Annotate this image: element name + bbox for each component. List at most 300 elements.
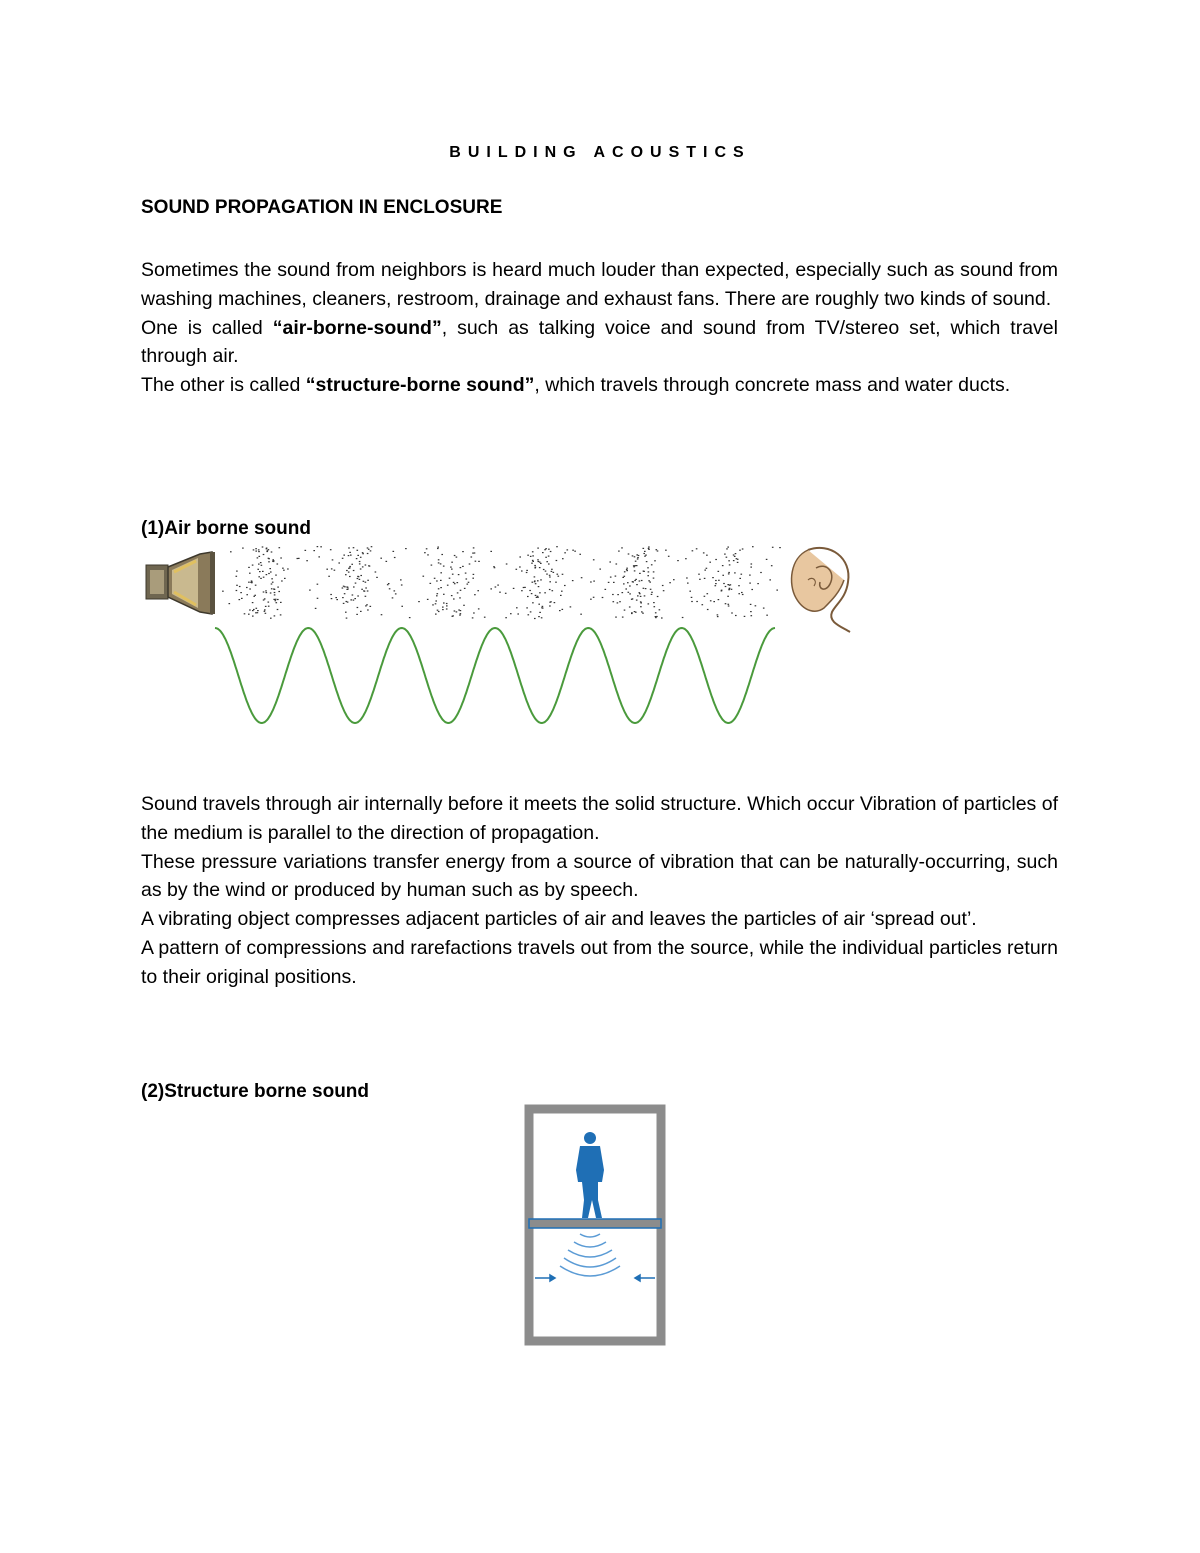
air-particle xyxy=(610,577,612,578)
air-particle xyxy=(769,579,771,580)
air-particle xyxy=(277,599,279,600)
air-particle xyxy=(757,583,759,584)
intro-p3-text: The other is called xyxy=(141,374,306,397)
air-particle xyxy=(579,554,581,555)
air-particle xyxy=(590,599,592,600)
air-particle xyxy=(523,587,525,588)
air-particle xyxy=(334,570,336,571)
air-particle xyxy=(535,583,537,584)
air-particle xyxy=(539,612,541,613)
air-particle xyxy=(360,557,362,558)
air-particle xyxy=(763,608,765,609)
air-particle xyxy=(313,550,315,551)
air-particle xyxy=(513,588,515,589)
air-particle xyxy=(540,563,542,564)
air-particle xyxy=(727,547,729,548)
air-particle xyxy=(645,588,647,589)
air-particle xyxy=(346,589,348,590)
air-particle xyxy=(544,592,546,593)
air-particle xyxy=(350,599,352,600)
air-particle xyxy=(446,608,448,609)
air-particle xyxy=(538,616,540,617)
air-particle xyxy=(729,588,731,589)
air-particle xyxy=(713,601,715,602)
air-particle xyxy=(696,548,698,549)
air-particle xyxy=(338,562,340,563)
sound-wave xyxy=(215,628,775,723)
air-particle xyxy=(751,563,753,564)
air-particle xyxy=(239,599,241,600)
air-particle xyxy=(558,576,560,577)
air-particle xyxy=(772,547,774,548)
air-particle xyxy=(728,604,730,605)
air-particle xyxy=(776,590,778,591)
air-particle xyxy=(715,559,717,560)
ear-icon xyxy=(792,548,850,632)
air-particle xyxy=(345,612,347,613)
air-particle xyxy=(359,579,361,580)
air-particle xyxy=(271,583,273,584)
air-particle xyxy=(357,595,359,596)
air-particle xyxy=(729,564,731,565)
air-particle xyxy=(457,592,459,593)
air-particle xyxy=(627,582,629,583)
air-particle xyxy=(253,609,255,610)
air-particle xyxy=(707,593,709,594)
air-particle xyxy=(255,612,257,613)
air-particle xyxy=(725,586,727,587)
air-particle xyxy=(256,608,258,609)
air-particle xyxy=(436,580,438,581)
structure-borne-term: “structure-borne sound” xyxy=(305,374,535,397)
air-particle xyxy=(460,613,462,614)
air-particle xyxy=(724,554,726,555)
air-particle xyxy=(549,575,551,576)
air-particle xyxy=(691,597,693,598)
air-particle xyxy=(427,599,429,600)
intro-paragraph-3 xyxy=(141,371,1058,400)
air-particle xyxy=(733,560,735,561)
air-particle xyxy=(643,548,645,549)
air-particle xyxy=(253,549,255,550)
air-particle xyxy=(248,582,250,583)
air-particle xyxy=(617,602,619,603)
air-particle xyxy=(654,560,656,561)
air-particle xyxy=(537,548,539,549)
air-particle xyxy=(262,546,264,547)
air-particle xyxy=(435,600,437,601)
air-particle xyxy=(264,611,266,612)
vibration-waves xyxy=(560,1234,620,1276)
air-particle xyxy=(267,550,269,551)
air-particle xyxy=(268,558,270,559)
air-particle xyxy=(545,557,547,558)
air-particle xyxy=(662,585,664,586)
air-particle xyxy=(621,547,623,548)
air-particle xyxy=(689,591,691,592)
air-particle xyxy=(279,547,281,548)
air-particle xyxy=(641,611,643,612)
air-particle xyxy=(251,582,253,583)
air-particle xyxy=(643,588,645,589)
air-particle xyxy=(490,588,492,589)
air-particle xyxy=(526,572,528,573)
air-particle xyxy=(436,595,438,596)
air-particle xyxy=(260,578,262,579)
air-particle xyxy=(282,568,284,569)
air-particle xyxy=(530,611,532,612)
air-particle xyxy=(344,593,346,594)
air-particle xyxy=(460,567,462,568)
air-particle xyxy=(550,551,552,552)
air-particle xyxy=(537,597,539,598)
air-particle xyxy=(259,556,261,557)
air-particle xyxy=(629,585,631,586)
air-particle xyxy=(426,548,428,549)
air-particle xyxy=(538,604,540,605)
air-particle xyxy=(651,594,653,595)
air-particle xyxy=(434,578,436,579)
air-particle xyxy=(542,608,544,609)
air-particle xyxy=(401,584,403,585)
air-particle xyxy=(750,611,752,612)
air-particle xyxy=(263,599,265,600)
air-particle xyxy=(443,594,445,595)
air-particle xyxy=(271,551,273,552)
air-particle xyxy=(737,562,739,563)
air-particle xyxy=(581,577,583,578)
air-particle xyxy=(240,592,242,593)
air-particle xyxy=(440,563,442,564)
air-particle xyxy=(718,571,720,572)
airborne-paragraph-2: These pressure variations transfer energy from a source of vibration that can be naturally-occurring, such as by the wind or produced by human such as by speech. xyxy=(141,850,1058,902)
air-particle xyxy=(647,567,649,568)
air-particle xyxy=(272,582,274,583)
air-particle xyxy=(718,580,720,581)
air-particle xyxy=(532,551,534,552)
air-particle xyxy=(388,583,390,584)
air-particle xyxy=(280,614,282,615)
air-particle xyxy=(346,570,348,571)
air-particle xyxy=(246,594,248,595)
air-particle xyxy=(722,565,724,566)
air-particle xyxy=(274,594,276,595)
air-particle xyxy=(343,555,345,556)
air-particle xyxy=(647,575,649,576)
air-particle xyxy=(361,589,363,590)
air-particle xyxy=(599,569,601,570)
air-particle xyxy=(548,556,550,557)
air-particle xyxy=(698,574,700,575)
air-particle xyxy=(766,559,768,560)
air-particle xyxy=(242,548,244,549)
air-particle xyxy=(506,563,508,564)
air-particle xyxy=(534,565,536,566)
air-particle xyxy=(270,571,272,572)
air-particle xyxy=(648,580,650,581)
air-particle xyxy=(546,561,548,562)
air-particle xyxy=(572,550,574,551)
air-particle xyxy=(357,576,359,577)
air-particle xyxy=(643,571,645,572)
air-particle xyxy=(335,597,337,598)
air-particle xyxy=(751,615,753,616)
air-particle xyxy=(560,595,562,596)
air-particle xyxy=(270,592,272,593)
air-particle xyxy=(534,618,536,619)
air-particle xyxy=(393,551,395,552)
air-particle xyxy=(657,550,659,551)
air-particle xyxy=(241,598,243,599)
section-heading: SOUND PROPAGATION IN ENCLOSURE xyxy=(141,197,503,218)
air-particle xyxy=(548,563,550,564)
air-particle xyxy=(739,550,741,551)
air-particle xyxy=(532,602,534,603)
air-particle xyxy=(248,567,250,568)
air-particle xyxy=(541,617,543,618)
air-particle xyxy=(387,584,389,585)
air-particle xyxy=(454,610,456,611)
air-particle xyxy=(549,602,551,603)
air-particle xyxy=(435,603,437,604)
air-particle xyxy=(366,604,368,605)
air-particle xyxy=(268,606,270,607)
air-particle xyxy=(510,613,512,614)
air-particle xyxy=(779,547,781,548)
air-particle xyxy=(656,616,658,617)
air-particle xyxy=(619,601,621,602)
air-particle xyxy=(473,574,475,575)
airborne-sound-figure xyxy=(140,540,860,730)
air-particle xyxy=(365,582,367,583)
air-particle xyxy=(342,597,344,598)
air-particle xyxy=(527,596,529,597)
air-particle xyxy=(629,606,631,607)
air-particle xyxy=(353,547,355,548)
air-particle xyxy=(456,611,458,612)
air-particle xyxy=(534,576,536,577)
air-particle xyxy=(537,559,539,560)
air-particle xyxy=(717,616,719,617)
air-particle xyxy=(650,589,652,590)
air-particle xyxy=(392,597,394,598)
air-particle xyxy=(469,563,471,564)
air-particle xyxy=(559,610,561,611)
air-particle xyxy=(639,580,641,581)
air-particle xyxy=(474,552,476,553)
air-particle xyxy=(731,589,733,590)
air-particle xyxy=(244,613,246,614)
air-particle xyxy=(357,550,359,551)
air-particle xyxy=(255,585,257,586)
air-particle xyxy=(466,578,468,579)
air-particle xyxy=(644,551,646,552)
air-particle xyxy=(635,579,637,580)
air-particle xyxy=(749,583,751,584)
air-particle xyxy=(635,561,637,562)
air-particle xyxy=(423,576,425,577)
air-particle xyxy=(277,563,279,564)
air-particle xyxy=(453,582,455,583)
air-particle xyxy=(454,583,456,584)
air-particle xyxy=(564,585,566,586)
airborne-heading: (1)Air borne sound xyxy=(141,518,311,539)
air-particle xyxy=(733,554,735,555)
airborne-paragraphs xyxy=(141,790,1058,992)
air-particle xyxy=(653,602,655,603)
air-particle xyxy=(438,559,440,560)
air-particle xyxy=(521,590,523,591)
air-particle xyxy=(443,566,445,567)
air-particle xyxy=(633,566,635,567)
air-particle xyxy=(357,578,359,579)
air-particle xyxy=(532,560,534,561)
air-particle xyxy=(535,567,537,568)
air-particle xyxy=(365,596,367,597)
air-particle xyxy=(551,571,553,572)
air-particle xyxy=(330,549,332,550)
air-particle xyxy=(741,592,743,593)
air-particle xyxy=(622,577,624,578)
air-particle xyxy=(631,599,633,600)
air-particle xyxy=(771,565,773,566)
air-particle xyxy=(320,546,322,547)
air-particle xyxy=(613,601,615,602)
air-particle xyxy=(734,572,736,573)
air-particle xyxy=(702,604,704,605)
person-walking-icon xyxy=(576,1132,604,1218)
air-particle xyxy=(617,594,619,595)
air-particle xyxy=(367,580,369,581)
air-particle xyxy=(380,558,382,559)
air-particle xyxy=(726,548,728,549)
air-particle xyxy=(440,587,442,588)
air-particle xyxy=(561,591,563,592)
air-particle xyxy=(353,586,355,587)
air-particle xyxy=(750,567,752,568)
air-particle xyxy=(451,595,453,596)
air-particle xyxy=(326,569,328,570)
air-particle xyxy=(462,551,464,552)
air-particle xyxy=(634,580,636,581)
air-particle xyxy=(332,559,334,560)
air-particle xyxy=(427,554,429,555)
air-particle xyxy=(728,560,730,561)
air-particle xyxy=(386,561,388,562)
air-particle xyxy=(330,594,332,595)
air-particle xyxy=(562,609,564,610)
airborne-paragraph-1: Sound travels through air internally before it meets the solid structure. Which occur Vibration of particles of the medium is parallel to the direction of propagation. xyxy=(141,793,1058,844)
air-particle xyxy=(636,565,638,566)
air-particle xyxy=(349,576,351,577)
air-particle xyxy=(677,560,679,561)
air-particle xyxy=(723,583,725,584)
air-particle xyxy=(265,613,267,614)
air-particle xyxy=(742,548,744,549)
air-particle xyxy=(287,568,289,569)
air-particle xyxy=(454,555,456,556)
air-particle xyxy=(367,609,369,610)
air-particle xyxy=(442,607,444,608)
air-particle xyxy=(686,577,688,578)
air-particle xyxy=(741,574,743,575)
air-particle xyxy=(456,557,458,558)
air-particle xyxy=(516,569,518,570)
air-particle xyxy=(252,565,254,566)
air-particle xyxy=(394,590,396,591)
air-particle xyxy=(644,595,646,596)
air-particle xyxy=(268,602,270,603)
air-particle xyxy=(400,579,402,580)
air-particle xyxy=(280,602,282,603)
air-particle xyxy=(447,585,449,586)
air-particle xyxy=(362,566,364,567)
air-particle xyxy=(632,581,634,582)
air-particle xyxy=(519,556,521,557)
air-particle xyxy=(668,556,670,557)
air-particle xyxy=(440,572,442,573)
air-particle xyxy=(376,577,378,578)
air-particle xyxy=(356,614,358,615)
air-particle xyxy=(275,599,277,600)
air-particle xyxy=(527,555,529,556)
air-particle xyxy=(634,570,636,571)
air-particle xyxy=(593,559,595,560)
air-particle xyxy=(473,612,475,613)
air-particle xyxy=(638,555,640,556)
air-particle xyxy=(655,617,657,618)
air-particle xyxy=(648,549,650,550)
air-particle xyxy=(431,565,433,566)
air-particle xyxy=(636,600,638,601)
air-particle xyxy=(721,590,723,591)
air-particle xyxy=(725,603,727,604)
air-particle xyxy=(602,597,604,598)
air-particle xyxy=(752,546,754,547)
air-particle xyxy=(626,570,628,571)
air-particle xyxy=(624,571,626,572)
air-particle xyxy=(543,569,545,570)
air-particle xyxy=(443,602,445,603)
air-particle xyxy=(394,557,396,558)
intro-paragraphs xyxy=(141,256,1058,400)
air-particle xyxy=(284,578,286,579)
air-particle xyxy=(706,568,708,569)
air-particle xyxy=(364,591,366,592)
air-particle xyxy=(744,616,746,617)
air-particle xyxy=(266,592,268,593)
airborne-paragraph-3: A vibrating object compresses adjacent particles of air and leaves the particles of air ‘spread out’. xyxy=(141,908,977,931)
air-particle xyxy=(556,546,558,547)
air-particle xyxy=(346,586,348,587)
air-particle xyxy=(271,588,273,589)
air-particle xyxy=(357,607,359,608)
air-particle xyxy=(535,595,537,596)
air-particle xyxy=(317,584,319,585)
air-particle xyxy=(648,603,650,604)
air-particle xyxy=(612,594,614,595)
air-particle xyxy=(751,589,753,590)
air-particle xyxy=(549,589,551,590)
air-particle xyxy=(538,561,540,562)
air-particle xyxy=(359,561,361,562)
air-particle xyxy=(634,556,636,557)
air-particle xyxy=(460,610,462,611)
air-particle xyxy=(657,596,659,597)
air-particle xyxy=(682,617,684,618)
air-particle xyxy=(239,586,241,587)
air-particle xyxy=(348,572,350,573)
